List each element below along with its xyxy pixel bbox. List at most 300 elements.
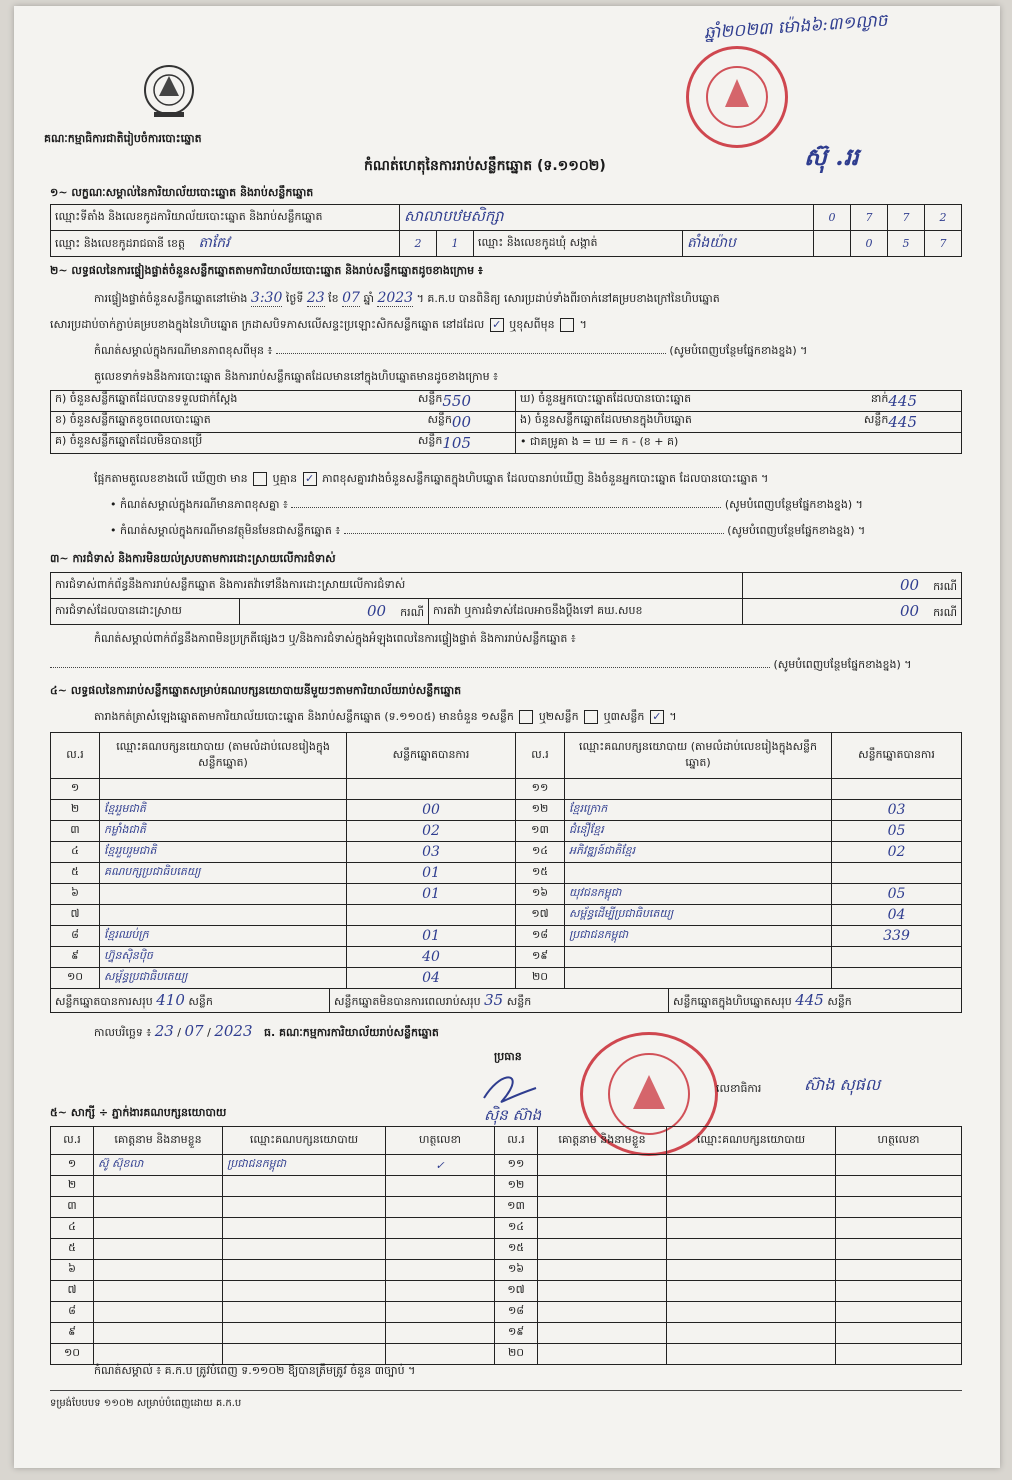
table-row <box>51 1155 962 1176</box>
secretary-name: ស៊ាង សុផល <box>804 1075 881 1094</box>
row-no: ៧ <box>51 1281 94 1302</box>
col-sign: ហត្ថលេខា <box>836 1127 962 1155</box>
date-day: 23 <box>154 1022 174 1040</box>
commune-code-blank <box>814 231 851 257</box>
row-no: ៤ <box>51 1218 94 1239</box>
row-no: ១២ <box>495 1176 538 1197</box>
verification-text: ការផ្ទៀងផ្ទាត់ចំនួនសន្លឹកឆ្នោតនៅម៉ោង <box>94 292 248 305</box>
row-no: ៣ <box>51 1197 94 1218</box>
witness-name <box>538 1218 667 1239</box>
figures-intro: តួលេខទាក់ទងនឹងការបោះឆ្នោត និងការរាប់សន្លឹកឆ្នោតដែលមាននៅក្នុងហិបឆ្នោតមានដូចខាងក្រោម ៖ <box>94 370 498 383</box>
figure-e-label: ង) ចំនួនសន្លឹកឆ្នោតដែលមានក្នុងហិបឆ្នោត <box>520 413 692 426</box>
witness-signature <box>386 1197 495 1218</box>
row-no: ១៩ <box>516 947 565 968</box>
party-name: ខ្មែរក្រោក <box>565 800 832 821</box>
total-box-label: សន្លឹកឆ្នោតក្នុងហិបឆ្នោតសរុប <box>673 994 792 1008</box>
tally-text: ឬ២សន្លឹក <box>538 710 579 723</box>
date-label: កាលបរិច្ឆេទ ៖ <box>94 1026 152 1039</box>
witness-name: ស៊ូ ស៊ុខលា <box>94 1155 223 1176</box>
location-value: សាលាបឋមសិក្សា <box>400 205 814 231</box>
difference-text: ផ្អែកតាមតួលេខខាងលើ ឃើញថា មាន <box>94 472 248 485</box>
party-votes: 40 <box>347 947 516 968</box>
row-no: ១៧ <box>495 1281 538 1302</box>
nec-emblem <box>134 62 204 122</box>
appeal-label: ការតវ៉ា ឬការជំទាស់ដែលអាចនឹងប្ដឹងទៅ គឃ.សបខ <box>429 599 743 625</box>
table-row <box>51 968 962 989</box>
party-votes: 339 <box>832 926 962 947</box>
tally-text: ឬ៣សន្លឹក <box>603 710 645 723</box>
form-title: កំណត់ហេតុនៃការរាប់សន្លឹកឆ្នោត (ទ.១១០២) <box>364 158 606 174</box>
witness-name <box>538 1197 667 1218</box>
row-no: ១០ <box>51 1344 94 1365</box>
col-no: ល.រ <box>516 733 565 779</box>
unit: សន្លឹក <box>417 434 443 447</box>
table-row <box>51 1218 962 1239</box>
figure-c-value: 105 <box>442 434 471 452</box>
figure-e-value: 445 <box>888 413 917 431</box>
unit: ករណី <box>400 605 424 619</box>
party-votes <box>832 779 962 800</box>
row-no: ១០ <box>51 968 100 989</box>
row-no: ២ <box>51 1176 94 1197</box>
location-code-digit: 2 <box>925 205 962 231</box>
table-row <box>51 821 962 842</box>
results-table <box>50 732 962 989</box>
witness-signature <box>836 1197 962 1218</box>
witness-party <box>667 1323 836 1344</box>
table-row <box>51 926 962 947</box>
receipt-signature-note: ស៊ុ .ររ <box>804 142 859 171</box>
witness-signature <box>836 1302 962 1323</box>
party-name: ជំនឿខ្មែរ <box>565 821 832 842</box>
figure-c-label: គ) ចំនួនសន្លឹកឆ្នោតដែលមិនបានប្រើ <box>55 434 203 447</box>
col-no: ល.រ <box>495 1127 538 1155</box>
row-no: ១៧ <box>516 905 565 926</box>
row-no: ៧ <box>51 905 100 926</box>
row-no: ៨ <box>51 926 100 947</box>
table-row <box>51 1239 962 1260</box>
no-difference-checkbox[interactable]: ✓ <box>303 472 317 486</box>
witness-signature <box>836 1218 962 1239</box>
row-no: ១៨ <box>516 926 565 947</box>
row-no: ៦ <box>51 884 100 905</box>
total-valid-label: សន្លឹកឆ្នោតបានការសរុប <box>55 994 153 1008</box>
witness-signature <box>386 1239 495 1260</box>
party-votes: 05 <box>832 821 962 842</box>
row-no: ៣ <box>51 821 100 842</box>
witness-party <box>667 1281 836 1302</box>
witness-name <box>94 1218 223 1239</box>
fill-note: (សូមបំពេញបន្ថែមផ្នែកខាងខ្នង) ។ <box>669 344 808 357</box>
row-no: ១៨ <box>495 1302 538 1323</box>
witness-party <box>223 1344 386 1365</box>
witness-signature <box>836 1260 962 1281</box>
witness-signature <box>836 1239 962 1260</box>
row-no: ៨ <box>51 1302 94 1323</box>
party-votes: 04 <box>832 905 962 926</box>
commission-name: គណៈកម្មាធិការជាតិរៀបចំការបោះឆ្នោត <box>44 132 202 145</box>
note-blank[interactable] <box>276 353 666 354</box>
province-code-digit: 2 <box>400 231 437 257</box>
party-votes: 01 <box>347 863 516 884</box>
col-party: ឈ្មោះគណបក្សនយោបាយ (តាមលំដាប់លេខរៀងក្នុងសន្លឹកឆ្នោត) <box>100 733 347 779</box>
location-code-digit: 0 <box>814 205 851 231</box>
party-votes: 01 <box>347 884 516 905</box>
two-sheet-checkbox[interactable] <box>584 710 598 724</box>
witness-party <box>667 1155 836 1176</box>
col-party: ឈ្មោះគណបក្សនយោបាយ (តាមលំដាប់លេខរៀងក្នុងសន្លឹកឆ្នោត) <box>565 733 832 779</box>
table-row <box>51 905 962 926</box>
verification-day: 23 <box>306 290 325 306</box>
location-code-digit: 7 <box>851 205 888 231</box>
chair-name: ស៊ិន ស៊ាង <box>484 1106 542 1124</box>
total-invalid-label: សន្លឹកឆ្នោតមិនបានការពេលរាប់សរុប <box>334 994 481 1008</box>
party-name <box>100 905 347 926</box>
tally-text: តារាងកត់ត្រាសំឡេងឆ្នោតតាមការិយាល័យបោះឆ្នោត និងរាប់សន្លឹកឆ្នោត (ទ.១១០៥) មានចំនួន ១សន្លឹក <box>94 710 514 723</box>
province-label: ឈ្មោះ និងលេខកូដរាជធានី ខេត្ត <box>55 237 185 250</box>
witness-signature <box>836 1323 962 1344</box>
note-label: • កំណត់សម្គាល់ក្នុងករណីមានវត្ថុមិនមែនជាសន្លឹកឆ្នោត ៖ <box>110 524 341 537</box>
objection-label: ការជំទាស់ពាក់ព័ន្ធនឹងការរាប់សន្លឹកឆ្នោត និងការតវ៉ាទៅនឹងការដោះស្រាយលើការជំទាស់ <box>51 573 743 599</box>
witness-party <box>667 1197 836 1218</box>
section5-title: ៥~ សាក្សី ÷ ភ្នាក់ងារគណបក្សនយោបាយ <box>50 1106 227 1119</box>
verification-time: 3:30 <box>250 290 283 306</box>
witness-name <box>94 1239 223 1260</box>
seal-text: ឬខុសពីមុន <box>509 318 555 331</box>
unit: សន្លឹក <box>827 994 852 1008</box>
totals-table <box>50 988 962 1013</box>
witness-party <box>667 1302 836 1323</box>
witness-signature <box>836 1176 962 1197</box>
objection-table <box>50 572 962 625</box>
commune-code-digit: 0 <box>851 231 888 257</box>
table-row <box>51 863 962 884</box>
witness-name <box>94 1260 223 1281</box>
party-votes: 04 <box>347 968 516 989</box>
witness-party <box>223 1239 386 1260</box>
committee-label: ធ. គណៈកម្មការការិយាល័យរាប់សន្លឹកឆ្នោត <box>264 1026 439 1039</box>
seal-text: សោរប្រដាប់ចាក់ភ្ជាប់គម្របខាងក្នុងនៃហិបឆ្នោត ក្រដាសបិទភាសលើសន្ទះប្រឡោះសិកសន្លឹកឆ្នោត នៅដដែល <box>50 318 485 331</box>
row-no: ១២ <box>516 800 565 821</box>
form-page <box>14 6 1000 1468</box>
table-row <box>51 1344 962 1365</box>
chair-label: ប្រធាន <box>494 1050 522 1063</box>
party-name <box>100 779 347 800</box>
table-row <box>51 1176 962 1197</box>
commune-code-digit: 5 <box>888 231 925 257</box>
party-votes <box>347 779 516 800</box>
witness-signature <box>386 1323 495 1344</box>
party-name: ប្រជាជនកម្ពុជា <box>565 926 832 947</box>
witness-party <box>667 1344 836 1365</box>
party-votes: 02 <box>832 842 962 863</box>
figure-b-label: ខ) ចំនួនសន្លឹកឆ្នោតខូចពេលបោះឆ្នោត <box>55 413 211 426</box>
party-votes <box>347 905 516 926</box>
same-checkbox[interactable]: ✓ <box>490 318 504 332</box>
resolved-label: ការជំទាស់ដែលបានដោះស្រាយ <box>51 599 240 625</box>
witness-party <box>667 1218 836 1239</box>
table-row <box>51 1260 962 1281</box>
different-checkbox[interactable] <box>560 318 574 332</box>
unit: សន្លឹក <box>427 413 452 426</box>
row-no: ១៦ <box>516 884 565 905</box>
party-name: គណបក្សប្រជាធិបតេយ្យ <box>100 863 347 884</box>
note-line-1 <box>94 344 974 360</box>
party-name: សម្ព័ន្ធប្រជាធិបតេយ្យ <box>100 968 347 989</box>
row-no: ១៦ <box>495 1260 538 1281</box>
fill-note: (សូមបំពេញបន្ថែមផ្នែកខាងខ្នង) ។ <box>724 498 863 511</box>
witness-name <box>538 1344 667 1365</box>
col-no: ល.រ <box>51 733 100 779</box>
col-party: ឈ្មោះគណបក្សនយោបាយ <box>223 1127 386 1155</box>
appeal-count: 00 <box>900 601 920 620</box>
bottom-note: ទម្រង់បែបបទ ១១០២ សម្រាប់បំពេញដោយ គ.ក.ប <box>50 1398 242 1409</box>
row-no: ៦ <box>51 1260 94 1281</box>
resolved-count: 00 <box>367 601 387 620</box>
witness-party <box>667 1260 836 1281</box>
divider <box>50 1390 962 1391</box>
witness-signature <box>386 1260 495 1281</box>
table-row <box>51 1323 962 1344</box>
witness-party <box>223 1302 386 1323</box>
col-votes: សន្លឹកឆ្នោតបានការ <box>832 733 962 779</box>
witness-signature <box>386 1281 495 1302</box>
verification-text: ។ គ.ក.ប បានពិនិត្យ សោរប្រដាប់ទាំងពីរចាក់នៅគម្របខាងក្រៅនៃហិបឆ្នោត <box>416 292 720 305</box>
witness-party <box>223 1260 386 1281</box>
row-no: ១១ <box>495 1155 538 1176</box>
unit: សន្លឹក <box>506 994 532 1008</box>
province-code-digit: 1 <box>437 231 474 257</box>
party-name: យុវជនកម្ពុជា <box>565 884 832 905</box>
row-no: ១ <box>51 779 100 800</box>
col-name: គោត្តនាម និងនាមខ្លួន <box>538 1127 667 1155</box>
date-year: 2023 <box>214 1022 253 1040</box>
row-no: ១៥ <box>495 1239 538 1260</box>
party-votes <box>832 968 962 989</box>
figure-d-value: 445 <box>888 392 917 410</box>
figure-d-label: ឃ) ចំនួនអ្នកបោះឆ្នោតដែលបានបោះឆ្នោត <box>520 392 692 405</box>
witness-signature <box>386 1302 495 1323</box>
party-votes: 02 <box>347 821 516 842</box>
row-no: ១៣ <box>516 821 565 842</box>
party-name <box>565 863 832 884</box>
seal-paragraph: សោរប្រដាប់ចាក់ភ្ជាប់គម្របខាងក្នុងនៃហិបឆ្នោត ក្រដាសបិទភាសលើសន្ទះប្រឡោះសិកសន្លឹកឆ្នោត នៅដដែល ✓ ឬខុសពីមុន ។ <box>50 318 587 331</box>
footnote: កំណត់សម្គាល់ ៖ គ.ក.ប ត្រូវបំពេញ ទ.១១០២ ឱ្យបានត្រឹមត្រូវ ចំនួន ៣ច្បាប់ ។ <box>94 1364 416 1377</box>
unit: ករណី <box>933 605 957 619</box>
table-row <box>51 947 962 968</box>
party-name: ខ្មែររួមជាតិ <box>100 800 347 821</box>
party-votes: 05 <box>832 884 962 905</box>
witness-party <box>223 1176 386 1197</box>
verification-paragraph <box>94 290 974 308</box>
section1-title: ១~ លក្ខណៈសម្គាល់នៃការិយាល័យបោះឆ្នោត និងរាប់សន្លឹកឆ្នោត <box>50 186 314 199</box>
row-no: ២០ <box>516 968 565 989</box>
party-name <box>565 968 832 989</box>
figure-a-label: ក) ចំនួនសន្លឹកឆ្នោតដែលបានទទួលជាក់ស្ដែង <box>55 392 238 405</box>
party-name <box>565 779 832 800</box>
note-blank[interactable] <box>291 507 721 508</box>
section3-title: ៣~ ការជំទាស់ និងការមិនយល់ស្របតាមការដោះស្រាយលើការជំទាស់ <box>50 552 336 565</box>
party-name: ខ្មែររួបរួមជាតិ <box>100 842 347 863</box>
commune-value: តាំងយ៉ាប <box>683 231 814 257</box>
row-no: ១៩ <box>495 1323 538 1344</box>
unit: ករណី <box>933 579 957 593</box>
verification-year: 2023 <box>377 290 414 306</box>
witness-name <box>538 1176 667 1197</box>
witness-signature <box>836 1344 962 1365</box>
unit: សន្លឹក <box>863 413 889 426</box>
unit: សន្លឹក <box>417 392 443 405</box>
table-row <box>51 1302 962 1323</box>
row-no: ៩ <box>51 1323 94 1344</box>
difference-text: ឬគ្មាន <box>272 472 298 485</box>
verification-text: ខែ <box>328 292 339 305</box>
row-no: ៩ <box>51 947 100 968</box>
irregularity-blank <box>50 658 970 674</box>
party-votes: 00 <box>347 800 516 821</box>
witness-name <box>94 1281 223 1302</box>
row-no: ១៤ <box>495 1218 538 1239</box>
witness-name <box>94 1323 223 1344</box>
province-value: តាកែវ <box>198 235 230 251</box>
has-difference-checkbox[interactable] <box>253 472 267 486</box>
party-name: អភិវឌ្ឍន៍ជាតិខ្មែរ <box>565 842 832 863</box>
section2-title: ២~ លទ្ធផលនៃការផ្ទៀងផ្ទាត់ចំនួនសន្លឹកឆ្នោតតាមការិយាល័យបោះឆ្នោត និងរាប់សន្លឹកឆ្នោតដូចខាងក្រោម ៖ <box>50 264 483 277</box>
witness-name <box>538 1302 667 1323</box>
row-no: ៤ <box>51 842 100 863</box>
note-line-3 <box>110 524 970 540</box>
figure-a-value: 550 <box>442 392 471 410</box>
verification-text: ឆ្នាំ <box>363 292 374 305</box>
witness-signature: ✓ <box>386 1155 495 1176</box>
row-no: ២ <box>51 800 100 821</box>
date-month: 07 <box>184 1022 204 1040</box>
witness-party <box>223 1281 386 1302</box>
objection-count: 00 <box>900 575 920 594</box>
row-no: ១៣ <box>495 1197 538 1218</box>
row-no: ២០ <box>495 1344 538 1365</box>
table-row <box>51 884 962 905</box>
note-blank[interactable] <box>50 667 770 668</box>
official-stamp-top <box>686 46 788 148</box>
location-label: ឈ្មោះទីតាំង និងលេខកូដការិយាល័យបោះឆ្នោត និងរាប់សន្លឹកឆ្នោត <box>51 205 400 231</box>
one-sheet-checkbox[interactable] <box>519 710 533 724</box>
table-row <box>51 1281 962 1302</box>
total-valid-value: 410 <box>156 990 185 1009</box>
row-no: ១ <box>51 1155 94 1176</box>
col-name: គោត្តនាម និងនាមខ្លួន <box>94 1127 223 1155</box>
witness-party <box>223 1323 386 1344</box>
col-sign: ហត្ថលេខា <box>386 1127 495 1155</box>
party-votes: 03 <box>347 842 516 863</box>
party-name: ហ្វ៊ុនស៊ិនប៉ិច <box>100 947 347 968</box>
col-no: ល.រ <box>51 1127 94 1155</box>
receipt-time-note: ឆ្នាំ២០២៣ ម៉ោង៦:៣១ល្ងាច <box>703 10 889 44</box>
witness-name <box>94 1302 223 1323</box>
figures-table <box>50 390 962 454</box>
witness-name <box>538 1260 667 1281</box>
party-name <box>100 884 347 905</box>
unit: នាក់ <box>870 392 889 405</box>
section4-title: ៤~ លទ្ធផលនៃការរាប់សន្លឹកឆ្នោតសម្រាប់គណបក្សនយោបាយនីមួយៗតាមការិយាល័យរាប់សន្លឹកឆ្នោត <box>50 684 462 697</box>
party-name <box>565 947 832 968</box>
row-no: ១៤ <box>516 842 565 863</box>
note-label: • កំណត់សម្គាល់ក្នុងករណីមានភាពខុសគ្នា ៖ <box>110 498 288 511</box>
location-table <box>50 204 962 257</box>
date-line: កាលបរិច្ឆេទ ៖ 23 / 07 / 2023 ធ. គណៈកម្មការការិយាល័យរាប់សន្លឹកឆ្នោត <box>94 1022 439 1040</box>
row-no: ៥ <box>51 1239 94 1260</box>
witness-signature <box>386 1176 495 1197</box>
witness-party <box>667 1239 836 1260</box>
witness-name <box>538 1323 667 1344</box>
unit: សន្លឹក <box>188 994 213 1008</box>
col-votes: សន្លឹកឆ្នោតបានការ <box>347 733 516 779</box>
figure-b-value: 00 <box>451 413 471 431</box>
witness-signature <box>386 1218 495 1239</box>
witness-party <box>223 1218 386 1239</box>
table-row <box>51 779 962 800</box>
party-votes <box>832 947 962 968</box>
commune-code-digit: 7 <box>925 231 962 257</box>
row-no: ៥ <box>51 863 100 884</box>
witness-name <box>94 1344 223 1365</box>
party-votes: 03 <box>832 800 962 821</box>
table-row <box>51 1197 962 1218</box>
witness-signature <box>836 1155 962 1176</box>
party-name: ខ្មែរឈប់ក្រ <box>100 926 347 947</box>
witness-signature <box>386 1344 495 1365</box>
three-sheet-checkbox[interactable]: ✓ <box>650 710 664 724</box>
witness-name <box>538 1155 667 1176</box>
witness-name <box>94 1176 223 1197</box>
table-row <box>51 800 962 821</box>
witness-name <box>538 1281 667 1302</box>
formula: • ជាគម្រូគា ង = ឃ = ក - (ខ + គ) <box>516 433 962 454</box>
location-code-digit: 7 <box>888 205 925 231</box>
party-votes: 01 <box>347 926 516 947</box>
party-votes <box>832 863 962 884</box>
fill-note: (សូមបំពេញបន្ថែមផ្នែកខាងខ្នង) ។ <box>727 524 866 537</box>
irregularity-note: កំណត់សម្គាល់ពាក់ព័ន្ធនឹងភាពមិនប្រក្រតីផ្សេងៗ ឬ/និងការជំទាស់ក្នុងអំឡុងពេលនៃការផ្ទៀងផ្ទាត់ និងការរាប់សន្លឹកឆ្នោត ៖ <box>94 632 576 645</box>
total-box-value: 445 <box>795 990 824 1009</box>
note-label: កំណត់សម្គាល់ក្នុងករណីមានភាពខុសពីមុន ៖ <box>94 344 273 357</box>
secretary-label: លេខាធិការ <box>716 1082 762 1095</box>
col-party: ឈ្មោះគណបក្សនយោបាយ <box>667 1127 836 1155</box>
note-line-2 <box>110 498 970 514</box>
party-name: កម្លាំងជាតិ <box>100 821 347 842</box>
tally-sheet-line: តារាងកត់ត្រាសំឡេងឆ្នោតតាមការិយាល័យបោះឆ្នោត និងរាប់សន្លឹកឆ្នោត (ទ.១១០៥) មានចំនួន ១សន្លឹក ឬ២សន្លឹក ឬ៣សន្លឹក ✓ ។ <box>94 710 677 723</box>
witness-table <box>50 1126 962 1365</box>
fill-note: (សូមបំពេញបន្ថែមផ្នែកខាងខ្នង) ។ <box>773 658 912 671</box>
witness-name <box>94 1197 223 1218</box>
witness-party: ប្រជាជនកម្ពុជា <box>223 1155 386 1176</box>
difference-line <box>94 472 974 488</box>
total-invalid-value: 35 <box>484 990 504 1009</box>
witness-signature <box>836 1281 962 1302</box>
verification-month: 07 <box>342 290 360 306</box>
note-blank[interactable] <box>344 533 724 534</box>
witness-party <box>667 1176 836 1197</box>
party-name: សម្ព័ន្ធដើម្បីប្រជាធិបតេយ្យ <box>565 905 832 926</box>
witness-party <box>223 1197 386 1218</box>
difference-text: ភាពខុសគ្នារវាងចំនួនសន្លឹកឆ្នោតក្នុងហិបឆ្នោត ដែលបានរាប់ឃើញ និងចំនួនអ្នកបោះឆ្នោត ដែលបានបោះឆ្នោត ។ <box>322 472 769 485</box>
table-row <box>51 842 962 863</box>
row-no: ១១ <box>516 779 565 800</box>
commune-label: ឈ្មោះ និងលេខកូដឃុំ សង្កាត់ <box>474 231 683 257</box>
verification-text: ថ្ងៃទី <box>285 292 304 305</box>
row-no: ១៥ <box>516 863 565 884</box>
witness-name <box>538 1239 667 1260</box>
